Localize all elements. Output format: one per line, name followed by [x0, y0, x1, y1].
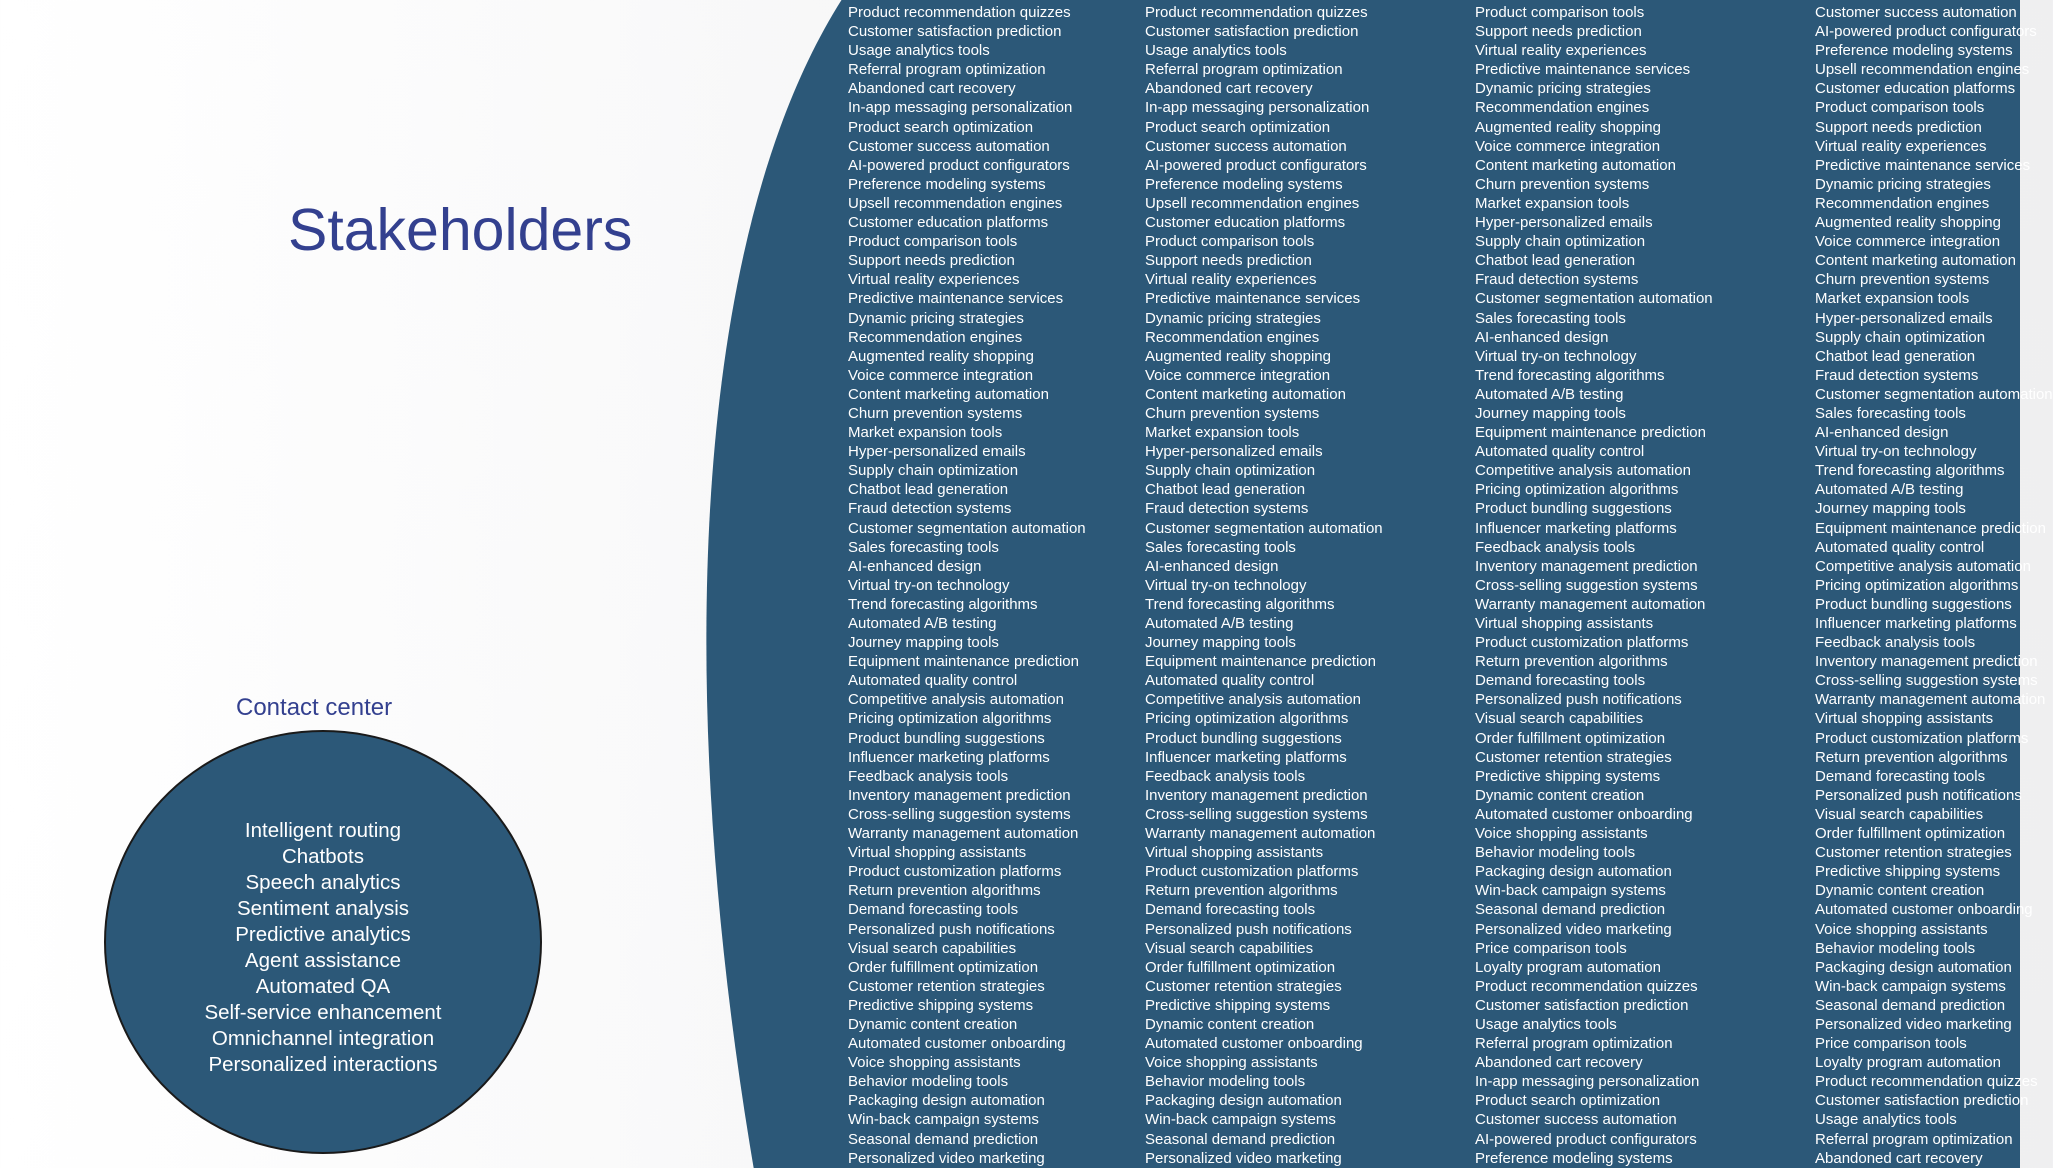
stakeholder-item: Journey mapping tools: [848, 634, 999, 652]
stakeholder-item: Packaging design automation: [1815, 958, 2012, 976]
stakeholder-item: Automated customer onboarding: [1815, 901, 2033, 919]
stakeholder-item: AI-powered product configurators: [1815, 23, 2037, 41]
contact-center-item: Chatbots: [281, 845, 365, 868]
stakeholder-item: Visual search capabilities: [1475, 710, 1644, 728]
stakeholder-item: Recommendation engines: [1145, 328, 1320, 346]
stakeholder-item: In-app messaging personalization: [1475, 1073, 1700, 1091]
stakeholder-item: Voice shopping assistants: [1475, 825, 1648, 843]
stakeholder-item: Sales forecasting tools: [1145, 538, 1296, 556]
stakeholder-item: Packaging design automation: [848, 1092, 1045, 1110]
stakeholder-item: Automated customer onboarding: [1145, 1035, 1363, 1053]
stakeholder-item: Dynamic content creation: [848, 1015, 1018, 1033]
stakeholder-item: Order fulfillment optimization: [848, 958, 1039, 976]
stakeholder-item: Trend forecasting algorithms: [848, 595, 1038, 613]
stakeholder-item: Abandoned cart recovery: [1815, 1149, 1983, 1167]
contact-center-item: Predictive analytics: [235, 923, 411, 946]
stakeholder-item: Customer retention strategies: [1815, 844, 2012, 862]
stakeholder-item: Churn prevention systems: [848, 404, 1023, 422]
stakeholder-item: Predictive shipping systems: [1145, 996, 1331, 1014]
stakeholder-item: Price comparison tools: [1475, 939, 1627, 957]
stakeholder-item: Packaging design automation: [1475, 863, 1672, 881]
stakeholder-item: Predictive maintenance services: [1145, 290, 1361, 308]
stakeholder-item: Augmented reality shopping: [1145, 347, 1331, 365]
stakeholder-item: Fraud detection systems: [1475, 271, 1639, 289]
stakeholder-item: Seasonal demand prediction: [1145, 1130, 1336, 1148]
stakeholder-item: Customer satisfaction prediction: [1815, 1092, 2029, 1110]
stakeholder-item: Order fulfillment optimization: [1145, 958, 1336, 976]
stakeholder-item: Feedback analysis tools: [1815, 634, 1976, 652]
stakeholder-item: Virtual try-on technology: [1145, 576, 1307, 594]
stakeholder-column-2: [1145, 3, 1465, 1167]
contact-center-list: [204, 806, 441, 1078]
stakeholder-item: Influencer marketing platforms: [1475, 519, 1677, 537]
contact-center-item: Personalized interactions: [208, 1053, 438, 1076]
stakeholder-item: Automated A/B testing: [848, 615, 997, 632]
stakeholder-item: Customer education platforms: [1145, 214, 1346, 232]
stakeholder-item: Personalized push notifications: [1145, 920, 1352, 938]
stakeholder-item: Customer education platforms: [1815, 80, 2016, 98]
stakeholder-item: Loyalty program automation: [1815, 1054, 2001, 1072]
stakeholder-item: Price comparison tools: [1815, 1035, 1967, 1053]
stakeholder-item: In-app messaging personalization: [1145, 99, 1370, 117]
stakeholder-item: Journey mapping tools: [1815, 500, 1966, 518]
stakeholder-item: Product search optimization: [1475, 1092, 1661, 1110]
stakeholder-item: Return prevention algorithms: [1145, 882, 1338, 900]
stakeholder-item: Cross-selling suggestion systems: [848, 805, 1071, 823]
stakeholder-item: Referral program optimization: [1475, 1035, 1673, 1053]
stakeholder-item: Inventory management prediction: [1815, 653, 2038, 671]
stakeholder-item: AI-enhanced design: [1475, 328, 1609, 346]
stakeholder-item: Product recommendation quizzes: [848, 4, 1071, 21]
stakeholder-item: Upsell recommendation engines: [848, 194, 1063, 212]
stakeholder-item: Demand forecasting tools: [1145, 901, 1316, 919]
stakeholder-item: Content marketing automation: [1145, 385, 1346, 403]
stakeholder-item: Predictive maintenance services: [1475, 61, 1691, 79]
stakeholder-item: Behavior modeling tools: [848, 1073, 1009, 1091]
stakeholder-item: Product comparison tools: [848, 233, 1018, 251]
stakeholder-item: Hyper-personalized emails: [1145, 443, 1323, 461]
stakeholder-item: Feedback analysis tools: [1145, 767, 1306, 785]
stakeholder-item: Behavior modeling tools: [1815, 939, 1976, 957]
stakeholder-item: Cross-selling suggestion systems: [1815, 672, 2038, 690]
stakeholder-item: Journey mapping tools: [1145, 634, 1296, 652]
stakeholder-item: Visual search capabilities: [848, 939, 1017, 957]
stakeholder-item: Product customization platforms: [1145, 863, 1359, 881]
stakeholder-item: Sales forecasting tools: [1475, 309, 1626, 327]
stakeholder-item: Product customization platforms: [848, 863, 1062, 881]
stakeholder-item: AI-enhanced design: [1145, 557, 1279, 575]
stakeholder-item: Personalized video marketing: [1475, 920, 1672, 938]
stakeholder-item: Journey mapping tools: [1475, 404, 1626, 422]
stakeholder-item: Warranty management automation: [848, 825, 1079, 843]
stakeholder-item: Chatbot lead generation: [1145, 481, 1306, 499]
stakeholder-item: Virtual try-on technology: [1475, 347, 1637, 365]
stakeholder-item: Behavior modeling tools: [1145, 1073, 1306, 1091]
stakeholder-item: Cross-selling suggestion systems: [1145, 805, 1368, 823]
stakeholder-item: Recommendation engines: [1815, 194, 1990, 212]
stakeholder-item: Influencer marketing platforms: [848, 748, 1050, 766]
stakeholder-item: Churn prevention systems: [1145, 404, 1320, 422]
stakeholder-item: Competitive analysis automation: [1475, 462, 1691, 480]
stakeholder-item: Voice commerce integration: [1145, 366, 1331, 384]
stakeholder-column-1: [848, 3, 1138, 1167]
stakeholder-item: Behavior modeling tools: [1475, 844, 1636, 862]
stakeholder-item: Equipment maintenance prediction: [1475, 424, 1706, 442]
stakeholder-item: Product search optimization: [1145, 118, 1331, 136]
stakeholder-item: Product bundling suggestions: [1145, 729, 1342, 747]
stakeholder-item: Automated quality control: [848, 672, 1018, 690]
stakeholder-item: Dynamic pricing strategies: [1475, 80, 1651, 98]
stakeholder-item: Dynamic pricing strategies: [848, 309, 1024, 327]
stakeholder-item: Automated quality control: [1475, 443, 1645, 461]
stakeholder-item: Pricing optimization algorithms: [1475, 481, 1679, 499]
stakeholder-item: Automated A/B testing: [1815, 481, 1964, 499]
stakeholder-item: Customer satisfaction prediction: [1145, 23, 1359, 41]
stakeholder-item: Sales forecasting tools: [848, 538, 999, 556]
stakeholder-item: Fraud detection systems: [1145, 500, 1309, 518]
stakeholder-item: Voice shopping assistants: [848, 1054, 1021, 1072]
stakeholder-item: Automated quality control: [1145, 672, 1315, 690]
stakeholder-item: Dynamic pricing strategies: [1815, 175, 1991, 193]
stakeholder-item: Market expansion tools: [1815, 290, 1970, 308]
stakeholder-item: Win-back campaign systems: [1475, 882, 1666, 900]
stakeholder-item: Churn prevention systems: [1475, 175, 1650, 193]
stakeholder-item: Warranty management automation: [1815, 691, 2046, 709]
stakeholder-item: Customer satisfaction prediction: [1475, 996, 1689, 1014]
stakeholder-item: Dynamic content creation: [1145, 1015, 1315, 1033]
stakeholder-item: Content marketing automation: [848, 385, 1049, 403]
stakeholder-item: Pricing optimization algorithms: [1145, 710, 1349, 728]
stakeholder-item: Loyalty program automation: [1475, 958, 1661, 976]
stakeholder-item: Virtual shopping assistants: [1815, 710, 1994, 728]
stakeholder-item: Hyper-personalized emails: [1815, 309, 1993, 327]
contact-center-item: Agent assistance: [244, 949, 402, 972]
stakeholder-item: Personalized push notifications: [848, 920, 1055, 938]
stakeholder-item: Win-back campaign systems: [1815, 977, 2006, 995]
stakeholder-item: Virtual shopping assistants: [848, 844, 1027, 862]
stakeholder-item: Packaging design automation: [1145, 1092, 1342, 1110]
stakeholder-item: Product recommendation quizzes: [1815, 1073, 2038, 1091]
stakeholder-item: Referral program optimization: [848, 61, 1046, 79]
stakeholder-item: Personalized video marketing: [1145, 1149, 1342, 1167]
stakeholder-item: Pricing optimization algorithms: [848, 710, 1052, 728]
stakeholder-item: Supply chain optimization: [848, 462, 1019, 480]
stakeholder-item: Hyper-personalized emails: [848, 443, 1026, 461]
stakeholder-item: Market expansion tools: [1475, 194, 1630, 212]
stakeholder-item: Predictive maintenance services: [1815, 156, 2031, 174]
stakeholder-item: Virtual try-on technology: [848, 576, 1010, 594]
stakeholder-item: Return prevention algorithms: [1815, 748, 2008, 766]
stakeholder-item: Chatbot lead generation: [1815, 347, 1976, 365]
stakeholder-item: Predictive shipping systems: [1475, 767, 1661, 785]
stakeholder-item: Usage analytics tools: [1815, 1111, 1957, 1129]
stakeholder-item: Support needs prediction: [1815, 118, 1982, 136]
stakeholder-item: Order fulfillment optimization: [1815, 825, 2006, 843]
stakeholder-item: Upsell recommendation engines: [1145, 194, 1360, 212]
stakeholder-item: Competitive analysis automation: [1815, 557, 2031, 575]
stakeholder-item: Customer satisfaction prediction: [848, 23, 1062, 41]
stakeholder-item: Win-back campaign systems: [848, 1111, 1039, 1129]
stakeholder-item: Seasonal demand prediction: [848, 1130, 1039, 1148]
stakeholder-item: Virtual try-on technology: [1815, 443, 1977, 461]
stakeholder-item: Usage analytics tools: [1475, 1015, 1617, 1033]
stakeholder-item: Customer success automation: [1475, 1111, 1677, 1129]
stakeholder-item: Hyper-personalized emails: [1475, 214, 1653, 232]
stakeholder-item: Recommendation engines: [1475, 99, 1650, 117]
stakeholder-item: Personalized push notifications: [1815, 786, 2022, 804]
stakeholder-item: Customer success automation: [1145, 137, 1347, 155]
stakeholder-item: Warranty management automation: [1145, 825, 1376, 843]
stakeholder-item: Supply chain optimization: [1475, 233, 1646, 251]
stakeholder-item: Recommendation engines: [848, 328, 1023, 346]
stakeholder-item: Seasonal demand prediction: [1475, 901, 1666, 919]
stakeholder-item: Trend forecasting algorithms: [1145, 595, 1335, 613]
stakeholder-item: Product comparison tools: [1145, 233, 1315, 251]
stakeholder-item: Customer education platforms: [848, 214, 1049, 232]
stakeholder-item: Market expansion tools: [1145, 424, 1300, 442]
stakeholder-item: Competitive analysis automation: [1145, 691, 1361, 709]
stakeholder-item: Upsell recommendation engines: [1815, 61, 2030, 79]
contact-center-item: Automated QA: [255, 975, 391, 998]
stakeholder-item: Pricing optimization algorithms: [1815, 576, 2019, 594]
stakeholder-item: Preference modeling systems: [848, 175, 1046, 193]
stakeholder-item: Product bundling suggestions: [1815, 595, 2012, 613]
stakeholder-item: Return prevention algorithms: [848, 882, 1041, 900]
stakeholder-item: Virtual reality experiences: [1145, 271, 1317, 289]
stakeholder-item: Usage analytics tools: [848, 42, 990, 60]
stakeholder-item: Virtual reality experiences: [1475, 42, 1647, 60]
stakeholder-item: Feedback analysis tools: [848, 767, 1009, 785]
stakeholder-column-3: [1475, 3, 1805, 1167]
stakeholder-item: Supply chain optimization: [1145, 462, 1316, 480]
stakeholder-item: Augmented reality shopping: [848, 347, 1034, 365]
stakeholder-item: Preference modeling systems: [1815, 42, 2013, 60]
stakeholder-item: Equipment maintenance prediction: [1145, 653, 1376, 671]
stakeholder-item: Product customization platforms: [1815, 729, 2029, 747]
stakeholder-item: Virtual reality experiences: [1815, 137, 1987, 155]
stakeholder-item: Fraud detection systems: [1815, 366, 1979, 384]
stakeholder-item: Market expansion tools: [848, 424, 1003, 442]
stakeholder-item: Personalized video marketing: [1815, 1015, 2012, 1033]
stakeholder-item: Sales forecasting tools: [1815, 404, 1966, 422]
stakeholder-item: Chatbot lead generation: [1475, 252, 1636, 270]
stakeholder-item: Voice commerce integration: [1815, 233, 2001, 251]
stakeholder-item: Predictive maintenance services: [848, 290, 1064, 308]
stakeholder-item: Trend forecasting algorithms: [1475, 366, 1665, 384]
stakeholder-item: Virtual reality experiences: [848, 271, 1020, 289]
page-title: Stakeholders: [288, 197, 633, 263]
contact-center-circle: [104, 730, 542, 1154]
stakeholder-item: Customer segmentation automation: [1815, 385, 2053, 403]
stakeholder-item: Virtual shopping assistants: [1475, 615, 1654, 632]
stakeholder-item: Product comparison tools: [1475, 4, 1645, 21]
stakeholder-item: Voice shopping assistants: [1815, 920, 1988, 938]
contact-center-label: Contact center: [236, 694, 393, 721]
stakeholder-item: Customer segmentation automation: [1145, 519, 1383, 537]
stakeholder-item: Referral program optimization: [1145, 61, 1343, 79]
stakeholder-item: Predictive shipping systems: [1815, 863, 2001, 881]
stakeholder-column-4: [1815, 3, 2053, 1167]
stakeholder-item: Product bundling suggestions: [848, 729, 1045, 747]
stakeholder-item: Demand forecasting tools: [1815, 767, 1986, 785]
stakeholder-item: Automated customer onboarding: [848, 1035, 1066, 1053]
contact-center-item: Intelligent routing: [244, 819, 402, 842]
stakeholder-item: Dynamic pricing strategies: [1145, 309, 1321, 327]
stakeholder-item: Voice shopping assistants: [1145, 1054, 1318, 1072]
contact-center-item: Self-service enhancement: [204, 1001, 442, 1024]
stakeholder-item: Cross-selling suggestion systems: [1475, 576, 1698, 594]
contact-center-item: Omnichannel integration: [211, 1027, 435, 1050]
stakeholder-item: Personalized push notifications: [1475, 691, 1682, 709]
stakeholder-item: Inventory management prediction: [848, 786, 1071, 804]
stakeholder-item: Automated quality control: [1815, 538, 1985, 556]
stakeholder-item: Demand forecasting tools: [848, 901, 1019, 919]
stakeholder-item: Dynamic content creation: [1815, 882, 1985, 900]
stakeholder-item: Influencer marketing platforms: [1815, 615, 2017, 632]
stakeholder-item: Abandoned cart recovery: [1475, 1054, 1643, 1072]
stakeholder-item: Product search optimization: [848, 118, 1034, 136]
stakeholder-item: Competitive analysis automation: [848, 691, 1064, 709]
stakeholder-item: Customer segmentation automation: [848, 519, 1086, 537]
stakeholder-item: Referral program optimization: [1815, 1130, 2013, 1148]
stakeholder-item: Demand forecasting tools: [1475, 672, 1646, 690]
stakeholder-item: Voice commerce integration: [848, 366, 1034, 384]
stakeholder-item: Supply chain optimization: [1815, 328, 1986, 346]
stakeholder-item: Automated A/B testing: [1475, 385, 1624, 403]
stakeholder-item: Abandoned cart recovery: [1145, 80, 1313, 98]
stakeholder-item: AI-powered product configurators: [848, 156, 1070, 174]
stakeholder-item: Customer success automation: [848, 137, 1050, 155]
stakeholder-item: Customer retention strategies: [848, 977, 1045, 995]
stakeholder-item: Feedback analysis tools: [1475, 538, 1636, 556]
stakeholder-item: Visual search capabilities: [1815, 805, 1984, 823]
stakeholder-item: Warranty management automation: [1475, 595, 1706, 613]
stakeholder-item: Customer retention strategies: [1145, 977, 1342, 995]
stakeholder-item: Support needs prediction: [1475, 23, 1642, 41]
stakeholder-item: Augmented reality shopping: [1475, 118, 1661, 136]
stakeholder-item: Personalized video marketing: [848, 1149, 1045, 1167]
stakeholder-item: In-app messaging personalization: [848, 99, 1073, 117]
stakeholder-item: Churn prevention systems: [1815, 271, 1990, 289]
stakeholder-item: Preference modeling systems: [1475, 1149, 1673, 1167]
stakeholder-item: Fraud detection systems: [848, 500, 1012, 518]
stakeholder-item: Customer retention strategies: [1475, 748, 1672, 766]
stakeholder-item: Product bundling suggestions: [1475, 500, 1672, 518]
stakeholder-item: Order fulfillment optimization: [1475, 729, 1666, 747]
stakeholder-item: Equipment maintenance prediction: [848, 653, 1079, 671]
stakeholder-item: Content marketing automation: [1475, 156, 1676, 174]
stakeholder-item: AI-powered product configurators: [1145, 156, 1367, 174]
stakeholder-item: Customer success automation: [1815, 4, 2017, 21]
stakeholder-item: Product recommendation quizzes: [1145, 4, 1368, 21]
stakeholder-item: Product customization platforms: [1475, 634, 1689, 652]
stakeholder-item: Product comparison tools: [1815, 99, 1985, 117]
stakeholder-item: Preference modeling systems: [1145, 175, 1343, 193]
stakeholder-item: Abandoned cart recovery: [848, 80, 1016, 98]
stakeholder-item: Automated customer onboarding: [1475, 805, 1693, 823]
stakeholder-item: Support needs prediction: [1145, 252, 1312, 270]
stakeholder-item: Augmented reality shopping: [1815, 214, 2001, 232]
stakeholder-item: AI-enhanced design: [1815, 424, 1949, 442]
stakeholder-item: Seasonal demand prediction: [1815, 996, 2006, 1014]
stakeholder-item: Chatbot lead generation: [848, 481, 1009, 499]
stakeholder-item: Return prevention algorithms: [1475, 653, 1668, 671]
stakeholder-item: Dynamic content creation: [1475, 786, 1645, 804]
stakeholder-item: Product recommendation quizzes: [1475, 977, 1698, 995]
stakeholder-item: Influencer marketing platforms: [1145, 748, 1347, 766]
stakeholder-item: Inventory management prediction: [1475, 557, 1698, 575]
stakeholder-item: Equipment maintenance prediction: [1815, 519, 2046, 537]
stakeholder-item: Support needs prediction: [848, 252, 1015, 270]
stakeholder-item: Visual search capabilities: [1145, 939, 1314, 957]
stakeholder-item: AI-powered product configurators: [1475, 1130, 1697, 1148]
stakeholder-item: Win-back campaign systems: [1145, 1111, 1336, 1129]
stakeholder-item: Voice commerce integration: [1475, 137, 1661, 155]
stakeholder-item: Virtual shopping assistants: [1145, 844, 1324, 862]
stakeholder-item: Usage analytics tools: [1145, 42, 1287, 60]
stakeholder-item: Content marketing automation: [1815, 252, 2016, 270]
stakeholder-item: Customer segmentation automation: [1475, 290, 1713, 308]
contact-center-item: Sentiment analysis: [236, 897, 410, 920]
stakeholder-item: AI-enhanced design: [848, 557, 982, 575]
stakeholder-item: Automated A/B testing: [1145, 615, 1294, 632]
stakeholder-item: Inventory management prediction: [1145, 786, 1368, 804]
stakeholder-item: Predictive shipping systems: [848, 996, 1034, 1014]
contact-center-item: Speech analytics: [245, 871, 401, 894]
stakeholder-item: Trend forecasting algorithms: [1815, 462, 2005, 480]
